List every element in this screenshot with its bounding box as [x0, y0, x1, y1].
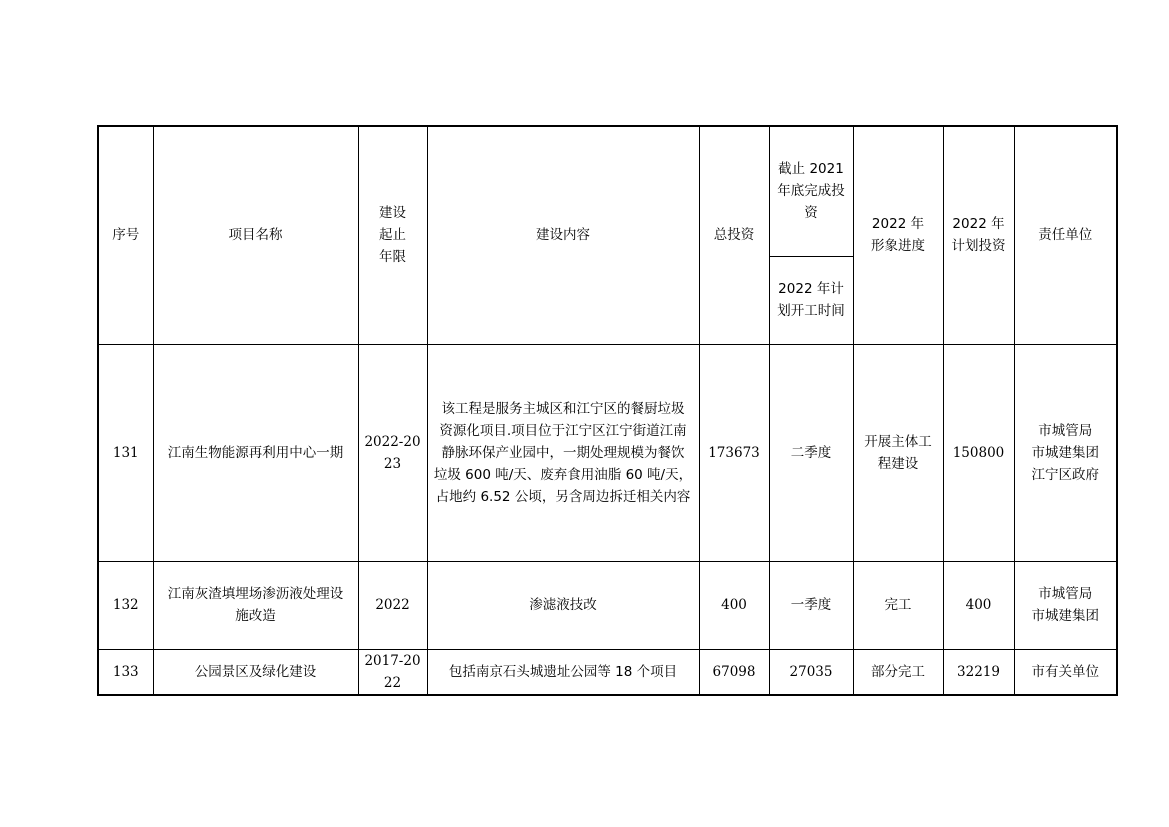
row-unit	[1014, 561, 1117, 649]
row-seq: 132	[98, 561, 153, 649]
header-completed	[769, 126, 853, 256]
row-content-line: 资源化项目.项目位于江宁区江宁街道江南	[439, 422, 687, 439]
row-progress: 部分完工	[853, 649, 943, 695]
row-content	[427, 344, 699, 561]
header-plan	[943, 126, 1014, 344]
table-row	[98, 561, 1117, 649]
row-total: 400	[699, 561, 769, 649]
row-plan: 32219	[943, 649, 1014, 695]
row-seq: 131	[98, 344, 153, 561]
row-progress	[853, 344, 943, 561]
row-content-line: 占地约 6.52 公顷，另含周边拆迁相关内容	[435, 488, 691, 505]
row-content-line: 静脉环保产业园中，一期处理规模为餐饮	[441, 444, 685, 461]
project-table	[97, 125, 1118, 696]
header-period	[358, 126, 427, 344]
row-period: 2022	[358, 561, 427, 649]
row-period: 2022-2023	[358, 344, 427, 561]
row-start-time: 二季度	[769, 344, 853, 561]
row-unit-line: 市城管局	[1038, 586, 1093, 602]
row-name: 公园景区及绿化建设	[153, 649, 358, 695]
header-progress-line: 形象进度	[871, 238, 925, 255]
row-plan: 400	[943, 561, 1014, 649]
header-name: 项目名称	[153, 126, 358, 344]
header-progress	[853, 126, 943, 344]
row-completed: 27035	[769, 649, 853, 695]
row-progress: 完工	[853, 561, 943, 649]
header-progress-line: 2022 年	[871, 216, 925, 233]
header-plan-line: 2022 年	[952, 216, 1005, 233]
row-name: 江南生物能源再利用中心一期	[153, 344, 358, 561]
header-start-time	[769, 256, 853, 344]
row-content-line: 该工程是服务主城区和江宁区的餐厨垃圾	[441, 400, 685, 417]
row-progress-line: 开展主体工	[864, 433, 932, 450]
row-content: 包括南京石头城遗址公园等 18 个项目	[427, 649, 699, 695]
header-start-time-line: 2022 年计	[778, 281, 844, 297]
header-plan-line: 计划投资	[951, 238, 1006, 255]
row-total: 67098	[699, 649, 769, 695]
table-row	[98, 649, 1117, 695]
row-content-line: 垃圾 600 吨/天、废弃食用油脂 60 吨/天，	[433, 466, 693, 483]
row-name	[153, 561, 358, 649]
header-completed-line: 年底完成投	[777, 183, 845, 200]
row-period: 2017-2022	[358, 649, 427, 695]
table-row	[98, 344, 1117, 561]
row-unit	[1014, 344, 1117, 561]
row-seq: 133	[98, 649, 153, 695]
row-total: 173673	[699, 344, 769, 561]
row-unit: 市有关单位	[1014, 649, 1117, 695]
header-start-time-line: 划开工时间	[777, 303, 845, 319]
header-period-line: 建设	[379, 205, 406, 222]
row-name-line: 江南灰渣填埋场渗沥液处理设	[167, 586, 344, 602]
row-name-line: 施改造	[235, 608, 276, 624]
row-plan: 150800	[943, 344, 1014, 561]
header-completed-line: 截止 2021	[778, 161, 844, 178]
row-unit-line: 江宁区政府	[1031, 466, 1099, 483]
header-seq: 序号	[98, 126, 153, 344]
header-row	[98, 126, 1117, 256]
header-content: 建设内容	[427, 126, 699, 344]
row-progress-line: 程建设	[877, 455, 919, 472]
row-unit-line: 市城管局	[1038, 422, 1093, 439]
row-unit-line: 市城建集团	[1031, 608, 1099, 624]
header-total: 总投资	[699, 126, 769, 344]
header-unit: 责任单位	[1014, 126, 1117, 344]
header-period-line: 起止	[379, 227, 406, 244]
row-unit-line: 市城建集团	[1031, 444, 1099, 461]
header-period-line: 年限	[379, 249, 406, 266]
header-completed-line: 资	[804, 205, 818, 222]
row-content: 渗滤液技改	[427, 561, 699, 649]
row-start-time: 一季度	[769, 561, 853, 649]
